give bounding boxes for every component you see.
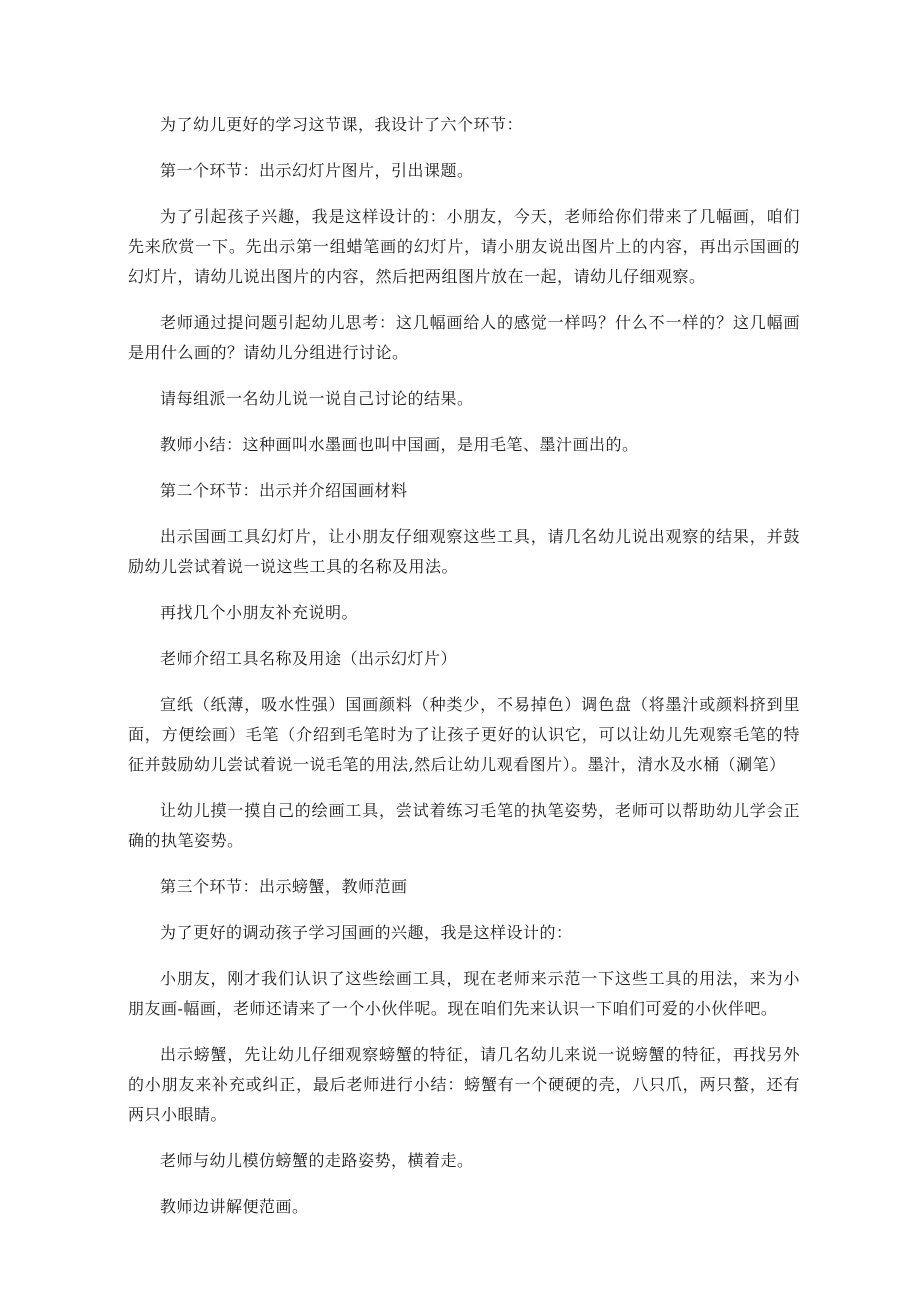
paragraph-step-3-intro-speech: 小朋友，刚才我们认识了这些绘画工具，现在老师来示范一下这些工具的用法，来为小朋友画-幅画，老师还请来了一个小伙伴呢。现在咱们先来认识一下咱们可爱的小伙伴吧。 (128, 969, 800, 1018)
paragraph-step-1-design: 为了引起孩子兴趣，我是这样设计的：小朋友，今天，老师给你们带来了几幅画，咱们先来欣赏一下。先出示第一组蜡笔画的幻灯片，请小朋友说出图片上的内容，再出示国画的幻灯片，请幼儿说出图片的内容，然后把两组图片放在一起，请幼儿仔细观察。 (128, 207, 800, 286)
paragraph-step-2-tool-list: 宣纸（纸薄，吸水性强）国画颜料（种类少，不易掉色）调色盘（将墨汁或颜料挤到里面，方便绘画）毛笔（介绍到毛笔时为了让孩子更好的认识它，可以让幼儿先观察毛笔的特征并鼓励幼儿尝试着说一说毛笔的用法,然后让幼儿观看图片）。墨汁，清水及水桶（涮笔） (128, 695, 800, 774)
document-body (128, 110, 800, 1238)
paragraph-step-3-demo: 教师边讲解便范画。 (160, 1197, 309, 1216)
paragraph-step-2-tools-slide: 出示国画工具幻灯片，让小朋友仔细观察这些工具，请几名幼儿说出观察的结果，并鼓励幼儿尝试着说一说这些工具的名称及用法。 (128, 527, 800, 576)
paragraph-step-2-teacher-intro: 老师介绍工具名称及用途（出示幻灯片） (160, 649, 458, 668)
paragraph-step-1-heading: 第一个环节：出示幻灯片图片，引出课题。 (160, 161, 474, 180)
paragraph-step-3-crab-observation: 出示螃蟹，先让幼儿仔细观察螃蟹的特征，请几名幼儿来说一说螃蟹的特征，再找另外的小朋友来补充或纠正，最后老师进行小结：螃蟹有一个硬硬的壳，八只爪，两只螯，还有两只小眼睛。 (128, 1045, 800, 1124)
paragraph-step-2-supplement: 再找几个小朋友补充说明。 (160, 603, 359, 622)
paragraph-step-1-summary: 教师小结：这种画叫水墨画也叫中国画，是用毛笔、墨汁画出的。 (160, 435, 639, 454)
paragraph-intro: 为了幼儿更好的学习这节课，我设计了六个环节： (160, 115, 524, 134)
paragraph-step-3-crab-walk: 老师与幼儿模仿螃蟹的走路姿势，横着走。 (160, 1151, 474, 1170)
paragraph-step-3-design: 为了更好的调动孩子学习国画的兴趣，我是这样设计的： (160, 923, 573, 942)
paragraph-step-1-group-report: 请每组派一名幼儿说一说自己讨论的结果。 (160, 389, 474, 408)
paragraph-step-2-brush-grip: 让幼儿摸一摸自己的绘画工具，尝试着练习毛笔的执笔姿势，老师可以帮助幼儿学会正确的执笔姿势。 (128, 801, 800, 850)
paragraph-step-2-heading: 第二个环节：出示并介绍国画材料 (160, 481, 408, 500)
paragraph-step-1-questions: 老师通过提问题引起幼儿思考：这几幅画给人的感觉一样吗？什么不一样的？这几幅画是用什么画的？请幼儿分组进行讨论。 (128, 313, 800, 362)
paragraph-step-3-heading: 第三个环节：出示螃蟹，教师范画 (160, 877, 408, 896)
